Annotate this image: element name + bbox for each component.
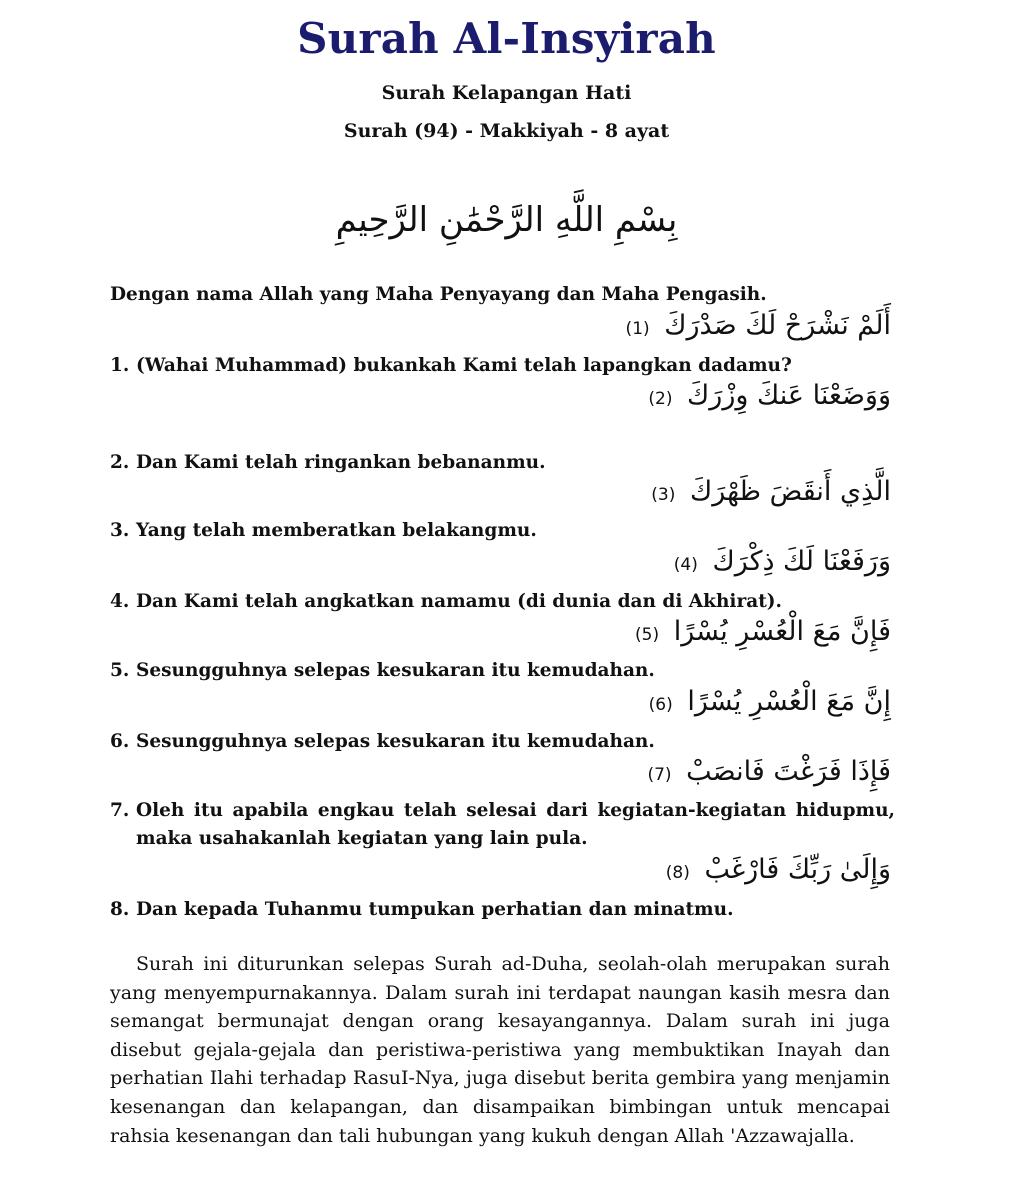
verse-label: 5. xyxy=(110,660,130,681)
verse-number: (2) xyxy=(648,389,673,409)
verse-translation-text: Oleh itu apabila engkau telah selesai dari kegiatan-kegiatan hidupmu, maka usahakanlah kegiatan yang lain pula. xyxy=(136,800,895,849)
verse-label: 3. xyxy=(110,520,130,541)
verse-translation-text: Yang telah memberatkan belakangmu. xyxy=(136,520,537,541)
verse-4-translation xyxy=(110,588,895,616)
verse-number: (6) xyxy=(648,695,673,715)
verse-label: 1. xyxy=(110,355,130,376)
verse-label: 7. xyxy=(110,800,130,821)
verse-3-arabic xyxy=(651,476,891,507)
verse-7-translation xyxy=(110,797,895,853)
verse-arabic-text: وَإِلَىٰ رَبِّكَ فَارْغَبْ xyxy=(704,854,891,885)
verse-arabic-text: فَإِذَا فَرَغْتَ فَانصَبْ xyxy=(686,756,891,787)
verse-translation-text: Dan Kami telah angkatkan namamu (di dunia dan di Akhirat). xyxy=(136,591,782,612)
verse-6-arabic xyxy=(649,686,891,717)
intro-translation: Dengan nama Allah yang Maha Penyayang dan Maha Pengasih. xyxy=(110,284,767,305)
verse-number: (7) xyxy=(647,765,672,785)
verse-3-translation xyxy=(110,517,895,545)
verse-arabic-text: وَوَضَعْنَا عَنكَ وِزْرَكَ xyxy=(687,380,891,411)
verse-number: (1) xyxy=(625,319,650,339)
verse-translation-text: Sesungguhnya selepas kesukaran itu kemudahan. xyxy=(136,660,655,681)
verse-8-arabic xyxy=(666,854,891,885)
verse-5-translation xyxy=(110,657,895,685)
verse-2-translation xyxy=(110,449,895,477)
verse-7-arabic xyxy=(647,756,891,787)
verse-4-arabic xyxy=(674,546,891,577)
verse-arabic-text: وَرَفَعْنَا لَكَ ذِكْرَكَ xyxy=(712,546,891,577)
verse-translation-text: (Wahai Muhammad) bukankah Kami telah lapangkan dadamu? xyxy=(136,355,792,376)
verse-translation-text: Dan kepada Tuhanmu tumpukan perhatian dan minatmu. xyxy=(136,899,734,920)
verse-5-arabic xyxy=(635,616,891,647)
verse-number: (4) xyxy=(673,555,698,575)
verse-translation-text: Sesungguhnya selepas kesukaran itu kemudahan. xyxy=(136,731,655,752)
verse-arabic-text: أَلَمْ نَشْرَحْ لَكَ صَدْرَكَ xyxy=(664,310,891,341)
verse-1-translation xyxy=(110,352,895,380)
verse-label: 4. xyxy=(110,591,130,612)
verse-arabic-text: الَّذِي أَنقَضَ ظَهْرَكَ xyxy=(689,476,891,507)
surah-meta: Surah (94) - Makkiyah - 8 ayat xyxy=(343,120,670,142)
commentary-paragraph: Surah ini diturunkan selepas Surah ad-Duha, seolah-olah merupakan surah yang menyempurnakannya. Dalam surah ini terdapat naungan kasih mesra dan semangat bermunajat dengan orang kesayangannya. Dalam surah ini juga disebut gejala-gejala dan peristiwa-peristiwa yang membuktikan Inayah dan perhatian Ilahi terhadap RasuI-Nya, juga disebut berita gembira yang menjamin kesenangan dan kelapangan, dan disampaikan bimbingan untuk mencapai rahsia kesenangan dan tali hubungan yang kukuh dengan Allah 'Azzawajalla. xyxy=(110,953,890,1147)
verse-translation-text: Dan Kami telah ringankan bebananmu. xyxy=(136,452,546,473)
verse-2-arabic xyxy=(648,380,891,411)
verse-label: 6. xyxy=(110,731,130,752)
verse-6-translation xyxy=(110,728,895,756)
page-title: Surah Al-Insyirah xyxy=(297,14,716,63)
verse-number: (8) xyxy=(665,863,690,883)
verse-arabic-text: فَإِنَّ مَعَ الْعُسْرِ يُسْرًا xyxy=(673,616,891,647)
verse-label: 8. xyxy=(110,899,130,920)
verse-number: (5) xyxy=(635,625,660,645)
verse-arabic-text: إِنَّ مَعَ الْعُسْرِ يُسْرًا xyxy=(687,686,891,717)
verse-1-arabic xyxy=(626,310,891,341)
page-subtitle: Surah Kelapangan Hati xyxy=(381,82,632,104)
basmalah: بِسْمِ اللَّهِ الرَّحْمَٰنِ الرَّحِيمِ xyxy=(335,200,678,240)
verse-8-translation xyxy=(110,896,895,924)
verse-label: 2. xyxy=(110,452,130,473)
verse-number: (3) xyxy=(651,485,676,505)
